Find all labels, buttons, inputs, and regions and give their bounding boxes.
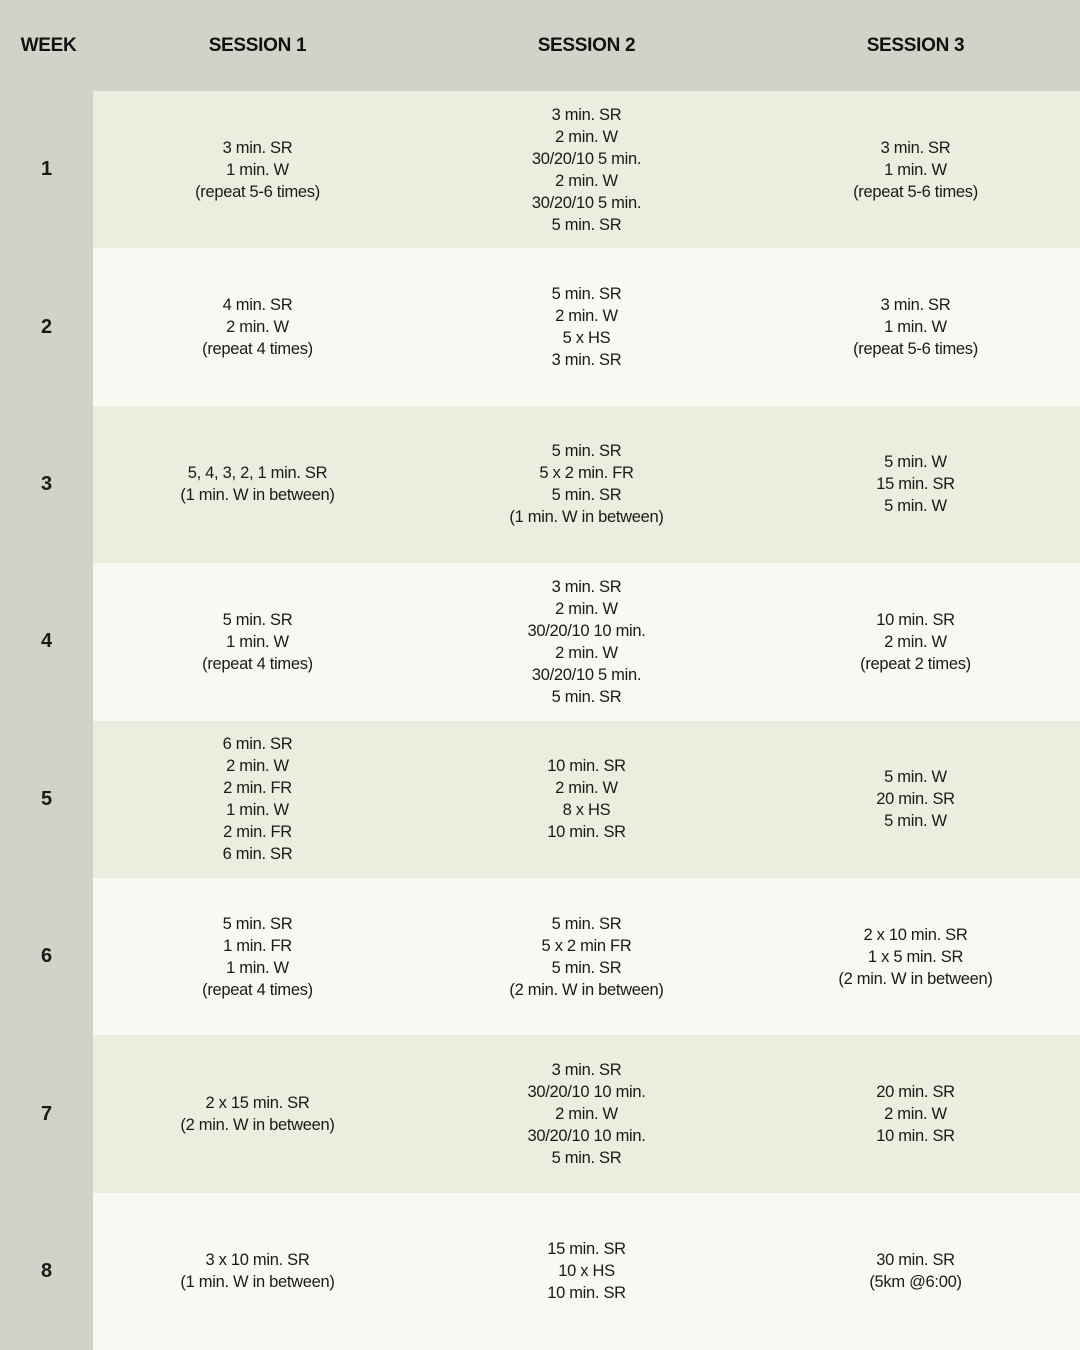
workout-line: 1 min. W: [226, 801, 289, 820]
workout-lines: [509, 440, 663, 528]
workout-lines: [180, 1249, 334, 1293]
session-3-cell: [751, 721, 1080, 878]
workout-line: (repeat 5-6 times): [853, 340, 978, 359]
table-row: [0, 248, 1080, 405]
workout-line: 20 min. SR: [876, 790, 955, 809]
table-row: [0, 1193, 1080, 1350]
workout-line: (repeat 4 times): [202, 654, 313, 673]
session-3-cell: [751, 248, 1080, 405]
workout-line: 2 x 10 min. SR: [863, 925, 968, 944]
workout-line: 6 min. SR: [222, 735, 293, 754]
workout-lines: [547, 1238, 626, 1304]
workout-line: 1 min. W: [226, 632, 289, 651]
workout-lines: [180, 462, 334, 506]
week-number: 4: [40, 630, 53, 653]
session-3-cell: [751, 91, 1080, 248]
workout-lines: [223, 733, 293, 865]
session-2-cell: [422, 721, 751, 878]
workout-line: 30/20/10 5 min.: [531, 665, 642, 684]
workout-line: 3 min. SR: [551, 105, 622, 124]
table-row: [0, 878, 1080, 1035]
session-1-cell: [93, 1193, 422, 1350]
workout-line: 1 min. FR: [223, 936, 292, 955]
workout-lines: [547, 755, 626, 843]
workout-line: (2 min. W in between): [838, 969, 993, 988]
workout-line: (repeat 4 times): [202, 980, 313, 999]
session-3-cell: [751, 1193, 1080, 1350]
table-row: [0, 1035, 1080, 1192]
workout-line: 2 min. W: [555, 127, 618, 146]
header-session-3: SESSION 3: [866, 34, 965, 56]
workout-line: 30/20/10 10 min.: [527, 1083, 646, 1102]
week-number: 1: [40, 158, 53, 181]
workout-line: 30/20/10 5 min.: [531, 149, 642, 168]
workout-lines: [876, 1081, 955, 1147]
workout-line: 8 x HS: [562, 801, 611, 820]
workout-line: 3 min. SR: [551, 577, 622, 596]
workout-line: 5 min. SR: [551, 442, 622, 461]
workout-line: 5 min. SR: [222, 610, 293, 629]
workout-line: 3 min. SR: [880, 296, 951, 315]
workout-line: (1 min. W in between): [180, 1273, 335, 1292]
table-body: [0, 91, 1080, 1350]
workout-line: (1 min. W in between): [509, 508, 664, 527]
workout-lines: [532, 104, 641, 236]
workout-line: 5 min. SR: [551, 215, 622, 234]
session-3-cell: [751, 1035, 1080, 1192]
session-1-cell: [93, 406, 422, 563]
workout-lines: [838, 924, 992, 990]
workout-line: 30/20/10 5 min.: [531, 193, 642, 212]
session-3-cell: [751, 406, 1080, 563]
workout-line: 3 min. SR: [222, 138, 293, 157]
session-3-cell: [751, 563, 1080, 720]
session-1-cell: [93, 248, 422, 405]
workout-line: 10 min. SR: [876, 1127, 955, 1146]
session-2-cell: [422, 878, 751, 1035]
workout-line: 15 min. SR: [547, 1240, 626, 1259]
session-3-cell: [751, 878, 1080, 1035]
table-row: [0, 406, 1080, 563]
session-2-cell: [422, 248, 751, 405]
workout-line: 10 min. SR: [547, 823, 626, 842]
header-session-2: SESSION 2: [537, 34, 636, 56]
workout-line: 2 min. W: [226, 318, 289, 337]
table-row: [0, 721, 1080, 878]
workout-line: 5 min. SR: [551, 285, 622, 304]
workout-line: 2 min. W: [884, 1105, 947, 1124]
workout-line: 2 min. W: [884, 632, 947, 651]
week-number: 7: [40, 1102, 53, 1125]
workout-line: 1 min. W: [884, 318, 947, 337]
workout-line: 30 min. SR: [876, 1251, 955, 1270]
session-1-cell: [93, 91, 422, 248]
workout-line: 2 min. FR: [223, 823, 292, 842]
workout-lines: [869, 1249, 961, 1293]
workout-line: 5 min. W: [884, 453, 947, 472]
session-2-cell: [422, 563, 751, 720]
workout-line: 2 x 15 min. SR: [205, 1094, 310, 1113]
workout-line: (2 min. W in between): [180, 1116, 335, 1135]
workout-line: (1 min. W in between): [180, 486, 335, 505]
workout-line: 2 min. W: [555, 171, 618, 190]
workout-line: (2 min. W in between): [509, 980, 664, 999]
workout-line: 4 min. SR: [222, 296, 293, 315]
workout-line: 10 min. SR: [547, 1284, 626, 1303]
workout-line: 5 min. W: [884, 768, 947, 787]
workout-line: 3 x 10 min. SR: [205, 1251, 310, 1270]
workout-line: 5 min. SR: [222, 914, 293, 933]
header-week: WEEK: [20, 34, 77, 56]
workout-line: 2 min. W: [555, 643, 618, 662]
workout-line: 3 min. SR: [551, 1061, 622, 1080]
workout-lines: [202, 913, 313, 1001]
table-row: [0, 563, 1080, 720]
workout-lines: [195, 137, 320, 203]
workout-line: 10 min. SR: [876, 610, 955, 629]
workout-line: 5, 4, 3, 2, 1 min. SR: [187, 464, 328, 483]
workout-lines: [202, 609, 313, 675]
workout-line: 3 min. SR: [551, 351, 622, 370]
week-number: 2: [40, 315, 53, 338]
workout-line: 2 min. W: [555, 599, 618, 618]
week-number: 5: [40, 787, 53, 810]
session-1-cell: [93, 563, 422, 720]
workout-line: 1 min. W: [226, 160, 289, 179]
workout-line: 1 min. W: [226, 958, 289, 977]
workout-line: 5 min. SR: [551, 687, 622, 706]
workout-lines: [552, 283, 622, 371]
workout-lines: [202, 294, 313, 360]
workout-line: 5 min. W: [884, 497, 947, 516]
table-header: [0, 0, 1080, 91]
workout-lines: [876, 451, 955, 517]
workout-line: 5 x 2 min. FR: [539, 464, 634, 483]
workout-line: 2 min. FR: [223, 779, 292, 798]
workout-line: (repeat 2 times): [860, 654, 971, 673]
session-1-cell: [93, 1035, 422, 1192]
session-2-cell: [422, 406, 751, 563]
workout-line: 6 min. SR: [222, 845, 293, 864]
workout-line: 5 x 2 min FR: [541, 936, 632, 955]
workout-line: 2 min. W: [555, 307, 618, 326]
workout-lines: [860, 609, 971, 675]
workout-line: 30/20/10 10 min.: [527, 621, 646, 640]
workout-lines: [527, 1059, 645, 1169]
workout-line: 2 min. W: [226, 757, 289, 776]
workout-line: (repeat 5-6 times): [195, 182, 320, 201]
table-row: [0, 91, 1080, 248]
workout-line: 1 min. W: [884, 160, 947, 179]
workout-lines: [853, 137, 978, 203]
session-1-cell: [93, 878, 422, 1035]
session-1-cell: [93, 721, 422, 878]
workout-line: 5 min. SR: [551, 958, 622, 977]
workout-line: 5 min. W: [884, 812, 947, 831]
workout-line: 10 x HS: [558, 1262, 615, 1281]
workout-line: 15 min. SR: [876, 475, 955, 494]
session-2-cell: [422, 1193, 751, 1350]
workout-lines: [180, 1092, 334, 1136]
header-session-1: SESSION 1: [208, 34, 307, 56]
workout-line: 5 x HS: [562, 329, 611, 348]
workout-line: 20 min. SR: [876, 1083, 955, 1102]
workout-line: 5 min. SR: [551, 486, 622, 505]
week-number: 8: [40, 1259, 53, 1282]
workout-lines: [527, 576, 645, 708]
workout-line: 3 min. SR: [880, 138, 951, 157]
week-number: 3: [40, 472, 53, 495]
workout-line: (repeat 4 times): [202, 340, 313, 359]
workout-line: 2 min. W: [555, 779, 618, 798]
workout-line: 1 x 5 min. SR: [867, 947, 964, 966]
workout-line: 2 min. W: [555, 1105, 618, 1124]
workout-lines: [509, 913, 663, 1001]
workout-line: 10 min. SR: [547, 757, 626, 776]
session-2-cell: [422, 91, 751, 248]
workout-line: (repeat 5-6 times): [853, 182, 978, 201]
workout-line: 5 min. SR: [551, 1149, 622, 1168]
session-2-cell: [422, 1035, 751, 1192]
workout-line: 5 min. SR: [551, 914, 622, 933]
week-number: 6: [40, 945, 53, 968]
workout-lines: [876, 766, 955, 832]
workout-lines: [853, 294, 978, 360]
workout-line: (5km @6:00): [869, 1273, 962, 1292]
workout-line: 30/20/10 10 min.: [527, 1127, 646, 1146]
